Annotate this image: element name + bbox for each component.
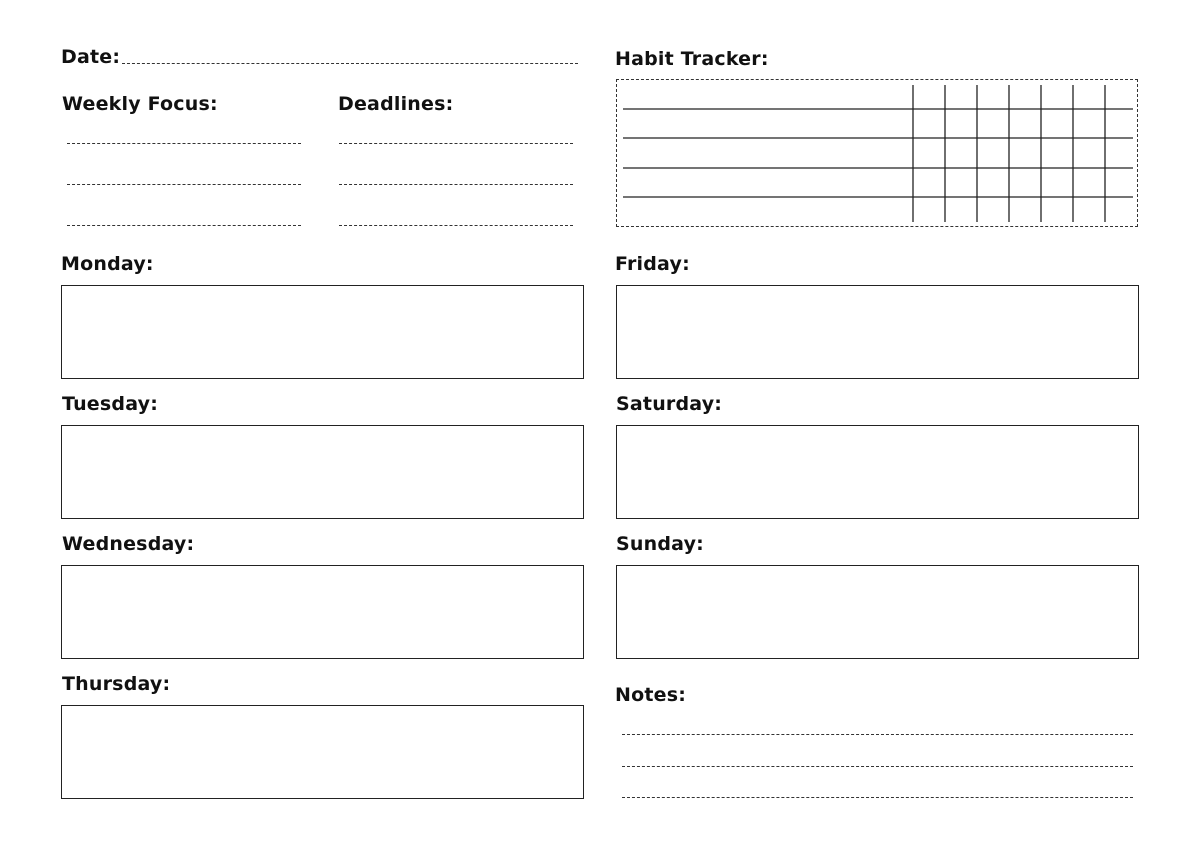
notes-line[interactable] [622, 766, 1133, 767]
wednesday-label: Wednesday: [62, 533, 195, 555]
weekly-focus-line[interactable] [67, 143, 301, 144]
date-line[interactable] [122, 63, 578, 64]
weekly-focus-label: Weekly Focus: [62, 93, 218, 115]
date-label: Date: [61, 46, 121, 68]
thursday-label: Thursday: [62, 673, 171, 695]
habit-tracker-lines [617, 80, 1139, 228]
tuesday-label: Tuesday: [62, 393, 159, 415]
friday-label: Friday: [615, 253, 690, 275]
wednesday-box[interactable] [61, 565, 584, 659]
deadlines-label: Deadlines: [338, 93, 454, 115]
monday-box[interactable] [61, 285, 584, 379]
notes-line[interactable] [622, 734, 1133, 735]
deadlines-line[interactable] [339, 143, 573, 144]
monday-label: Monday: [61, 253, 154, 275]
saturday-label: Saturday: [616, 393, 723, 415]
saturday-box[interactable] [616, 425, 1139, 519]
thursday-box[interactable] [61, 705, 584, 799]
notes-label: Notes: [615, 684, 687, 706]
habit-tracker-grid[interactable] [616, 79, 1138, 227]
deadlines-line[interactable] [339, 184, 573, 185]
notes-line[interactable] [622, 797, 1133, 798]
sunday-label: Sunday: [616, 533, 704, 555]
deadlines-line[interactable] [339, 225, 573, 226]
tuesday-box[interactable] [61, 425, 584, 519]
sunday-box[interactable] [616, 565, 1139, 659]
weekly-focus-line[interactable] [67, 184, 301, 185]
friday-box[interactable] [616, 285, 1139, 379]
weekly-focus-line[interactable] [67, 225, 301, 226]
habit-tracker-label: Habit Tracker: [615, 48, 769, 70]
